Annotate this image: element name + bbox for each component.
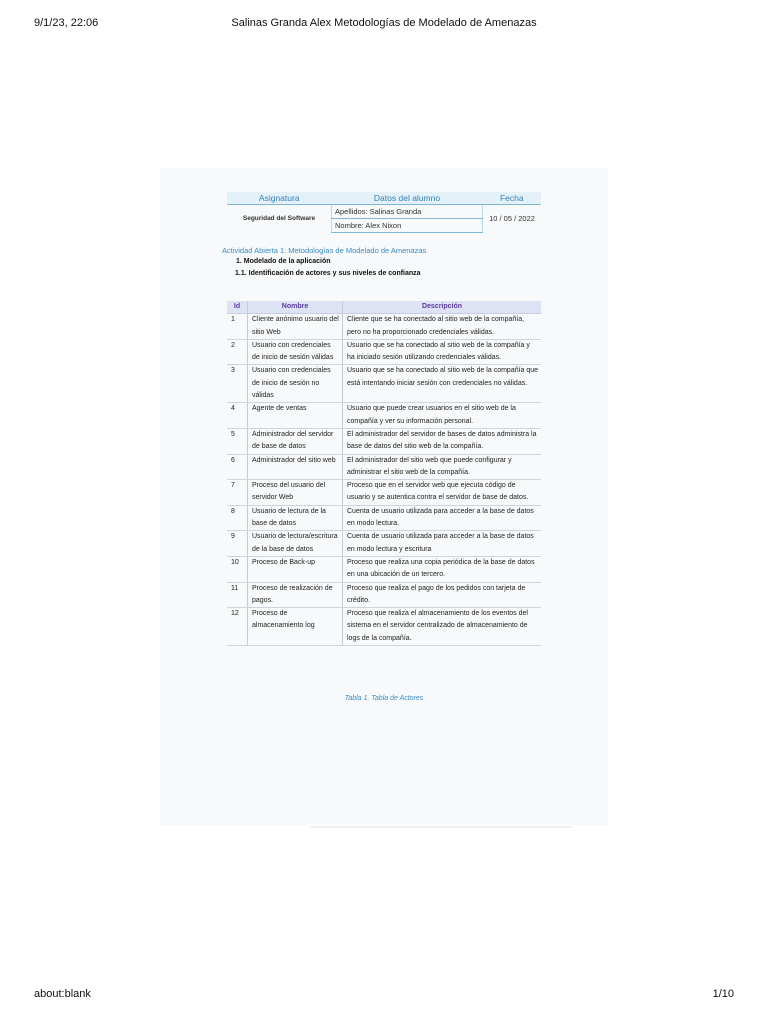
cell-name: Usuario con credenciales de inicio de sesión no válidas: [248, 365, 343, 403]
table-row: [227, 556, 541, 582]
cell-name: Usuario de lectura de la base de datos: [248, 505, 343, 531]
cell-description: Proceso que realiza el almacenamiento de los eventos del sistema en el servidor centralizado de almacenamiento de logs de la compañía.: [343, 608, 542, 646]
table-row: [227, 454, 541, 480]
cell-name: Usuario de lectura/escritura de la base de datos: [248, 531, 343, 557]
cell-name: Proceso de almacenamiento log: [248, 608, 343, 646]
cell-id: 8: [227, 505, 248, 531]
date-cell: 10 / 05 / 2022: [489, 214, 535, 224]
name-cell: Nombre: Alex Nixon: [332, 219, 483, 233]
table-row: [227, 582, 541, 608]
cell-id: 9: [227, 531, 248, 557]
cell-description: El administrador del sitio web que puede configurar y administrar el sitio web de la compañía.: [343, 454, 542, 480]
cell-description: Proceso que realiza una copia periódica de la base de datos en una ubicación de un tercero.: [343, 556, 542, 582]
table-row: [227, 480, 541, 506]
print-url: about:blank: [34, 988, 91, 1000]
cell-name: Cliente anónimo usuario del sitio Web: [248, 314, 343, 340]
activity-title: Actividad Abierta 1: Metodologías de Modelado de Amenazas: [222, 246, 427, 255]
cell-description: Usuario que se ha conectado al sitio web de la compañía que está intentando iniciar sesión con credenciales no válidas.: [343, 365, 542, 403]
cell-id: 4: [227, 403, 248, 429]
cell-name: Proceso del usuario del servidor Web: [248, 480, 343, 506]
table-row: [227, 403, 541, 429]
col-header-name: Nombre: [248, 301, 343, 314]
cell-name: Proceso de realización de pagos.: [248, 582, 343, 608]
cell-description: Proceso que realiza el pago de los pedidos con tarjeta de crédito.: [343, 582, 542, 608]
print-footer: [34, 988, 734, 1004]
cell-id: 3: [227, 365, 248, 403]
table-row: [227, 608, 541, 646]
table-row: [227, 339, 541, 365]
cell-id: 6: [227, 454, 248, 480]
print-datetime: 9/1/23, 22:06: [34, 17, 99, 29]
cell-id: 1: [227, 314, 248, 340]
cell-description: Cuenta de usuario utilizada para acceder a la base de datos en modo lectura.: [343, 505, 542, 531]
table-row: [227, 314, 541, 340]
header-col-student: Datos del alumno: [332, 192, 483, 205]
table-row: [227, 531, 541, 557]
cell-id: 5: [227, 428, 248, 454]
cell-description: Usuario que puede crear usuarios en el sitio web de la compañía y ver su información personal.: [343, 403, 542, 429]
cell-id: 7: [227, 480, 248, 506]
page-number: 1/10: [712, 988, 734, 1000]
cell-description: Cuenta de usuario utilizada para acceder a la base de datos en modo lectura y escritura: [343, 531, 542, 557]
subsection-heading: 1.1. Identificación de actores y sus niveles de confianza: [235, 270, 421, 277]
cell-description: Cliente que se ha conectado al sitio web de la compañía, pero no ha proporcionado credenciales válidas.: [343, 314, 542, 340]
page-edge: [310, 826, 572, 828]
cell-description: Usuario que se ha conectado al sitio web de la compañía y ha iniciado sesión utilizando credenciales válidas.: [343, 339, 542, 365]
cell-name: Usuario con credenciales de inicio de sesión válidas: [248, 339, 343, 365]
section-heading: 1. Modelado de la aplicación: [236, 258, 331, 265]
cell-name: Agente de ventas: [248, 403, 343, 429]
header-col-subject: Asignatura: [227, 192, 332, 205]
cell-name: Proceso de Back-up: [248, 556, 343, 582]
print-header: [34, 17, 734, 33]
cell-id: 10: [227, 556, 248, 582]
header-table: [227, 192, 541, 233]
cell-name: Administrador del sitio web: [248, 454, 343, 480]
col-header-id: Id: [227, 301, 248, 314]
header-col-date: Fecha: [483, 192, 542, 205]
table-caption: Tabla 1. Tabla de Actores: [344, 695, 424, 702]
table-row: [227, 428, 541, 454]
table-row: [227, 505, 541, 531]
cell-id: 11: [227, 582, 248, 608]
cell-name: Administrador del servidor de base de datos: [248, 428, 343, 454]
col-header-description: Descripción: [343, 301, 542, 314]
cell-id: 2: [227, 339, 248, 365]
cell-description: El administrador del servidor de bases de datos administra la base de datos del sitio web de la compañía.: [343, 428, 542, 454]
cell-description: Proceso que en el servidor web que ejecuta código de usuario y se autentica contra el servidor de base de datos.: [343, 480, 542, 506]
print-title: Salinas Granda Alex Metodologías de Modelado de Amenazas: [231, 17, 537, 29]
subject-cell: Seguridad del Software: [242, 215, 316, 223]
actors-table: [227, 301, 541, 646]
surnames-cell: Apellidos: Salinas Granda: [332, 205, 483, 219]
table-row: [227, 365, 541, 403]
document-page: [160, 168, 608, 825]
cell-id: 12: [227, 608, 248, 646]
